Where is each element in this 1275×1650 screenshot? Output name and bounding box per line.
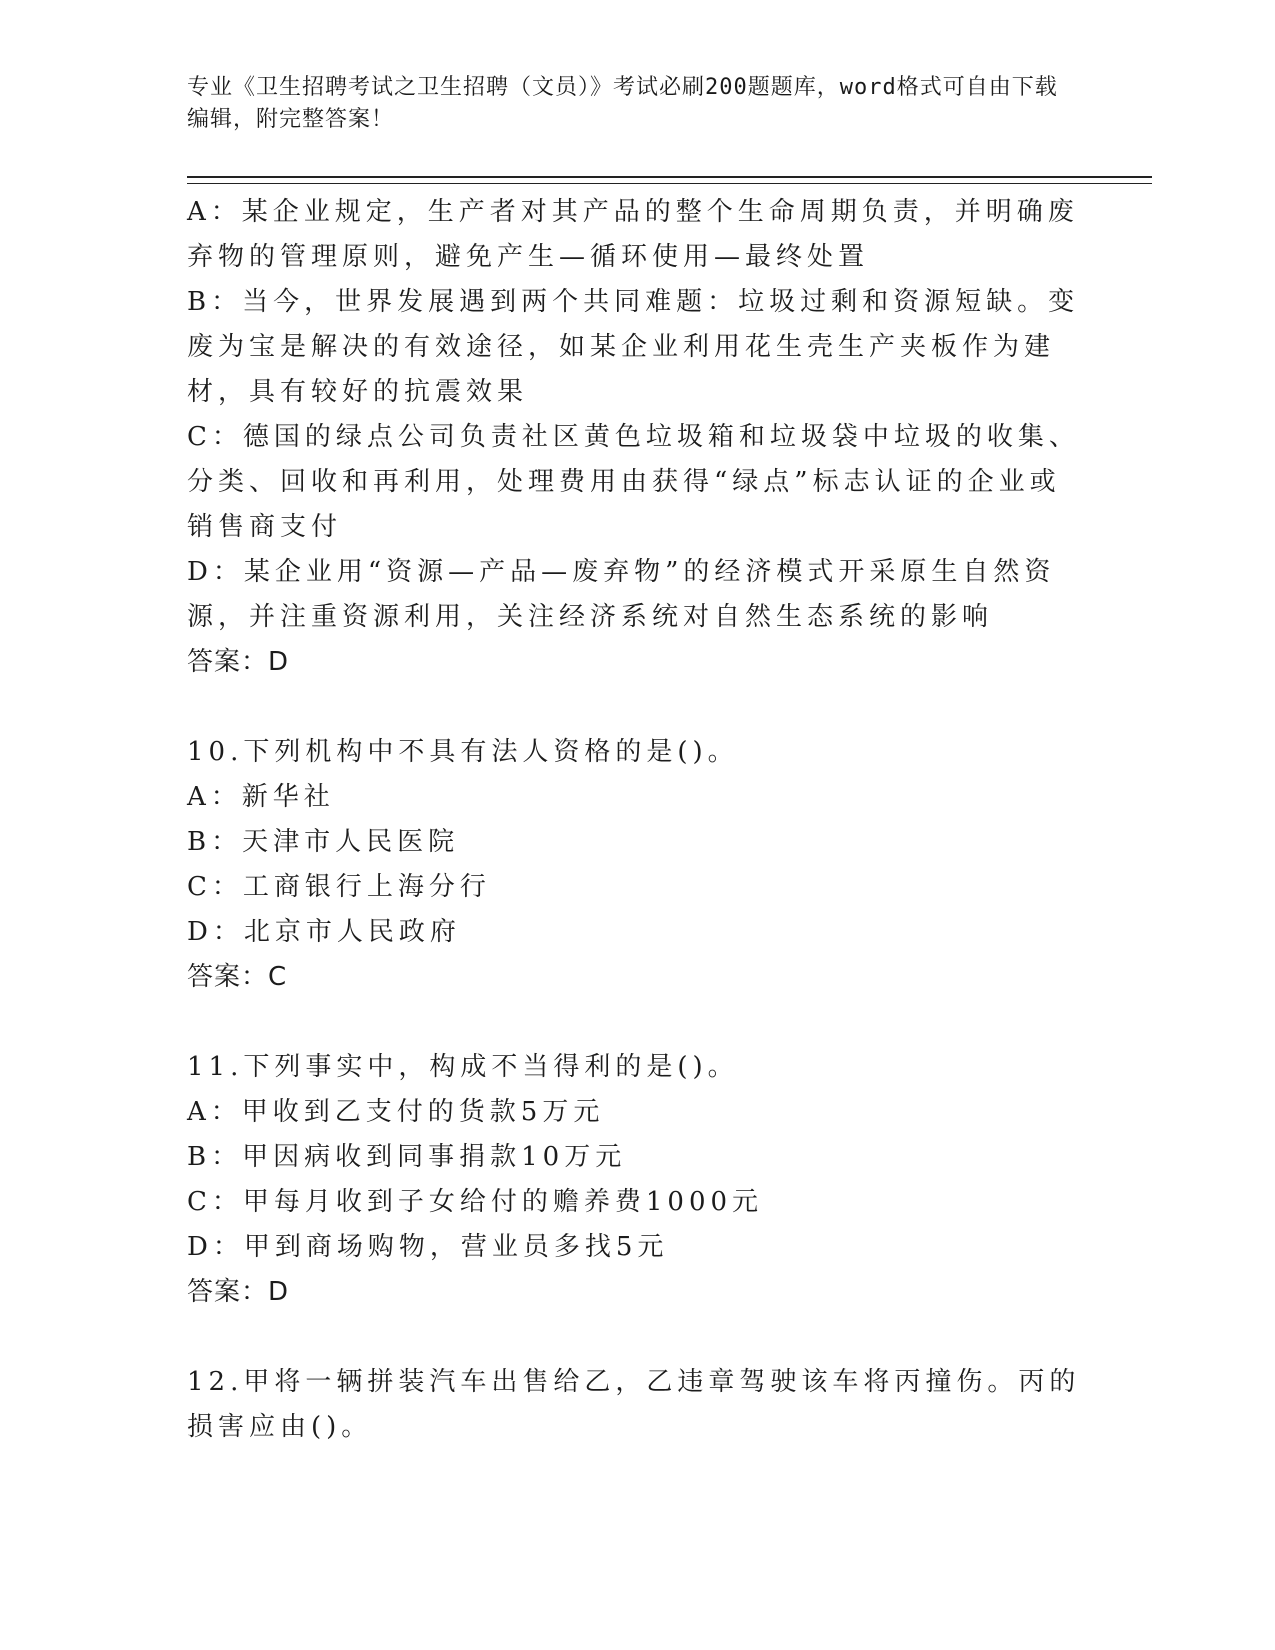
question-block-10 xyxy=(187,730,1087,1000)
option-a: A：新华社 xyxy=(187,782,335,812)
question-text: 11.下列事实中，构成不当得利的是()。 xyxy=(187,1052,739,1082)
question-content xyxy=(187,190,1087,1450)
answer-line: 答案：D xyxy=(187,1277,290,1307)
option-c: C：德国的绿点公司负责社区黄色垃圾箱和垃圾袋中垃圾的收集、分类、回收和再利用，处理费用由获得“绿点”标志认证的企业或销售商支付 xyxy=(187,422,1080,542)
question-block-12 xyxy=(187,1360,1087,1450)
question-text: 10.下列机构中不具有法人资格的是()。 xyxy=(187,737,739,767)
option-d: D：北京市人民政府 xyxy=(187,917,461,947)
question-block-11 xyxy=(187,1045,1087,1315)
option-b: B：天津市人民医院 xyxy=(187,827,460,857)
header-rule-thin xyxy=(187,183,1152,184)
question-block-9 xyxy=(187,190,1087,685)
option-a: A：某企业规定，生产者对其产品的整个生命周期负责，并明确废弃物的管理原则，避免产生—循环使用—最终处置 xyxy=(187,197,1079,272)
question-text: 12.甲将一辆拼装汽车出售给乙，乙违章驾驶该车将丙撞伤。丙的损害应由()。 xyxy=(187,1367,1081,1442)
option-b: B：当今，世界发展遇到两个共同难题：垃圾过剩和资源短缺。变废为宝是解决的有效途径，如某企业利用花生壳生产夹板作为建材，具有较好的抗震效果 xyxy=(187,287,1080,407)
option-a: A：甲收到乙支付的货款5万元 xyxy=(187,1097,605,1127)
answer-line: 答案：C xyxy=(187,962,288,992)
document-header: 专业《卫生招聘考试之卫生招聘（文员）》考试必刷200题题库，word格式可自由下载编辑，附完整答案！ xyxy=(187,75,1058,132)
option-b: B：甲因病收到同事捐款10万元 xyxy=(187,1142,627,1172)
answer-line: 答案：D xyxy=(187,647,290,677)
option-c: C：工商银行上海分行 xyxy=(187,872,491,902)
option-d: D：某企业用“资源—产品—废弃物”的经济模式开采原生自然资源，并注重资源利用，关注经济系统对自然生态系统的影响 xyxy=(187,557,1056,632)
option-d: D：甲到商场购物，营业员多找5元 xyxy=(187,1232,669,1262)
option-c: C：甲每月收到子女给付的赡养费1000元 xyxy=(187,1187,764,1217)
header-rule-thick xyxy=(187,176,1152,178)
